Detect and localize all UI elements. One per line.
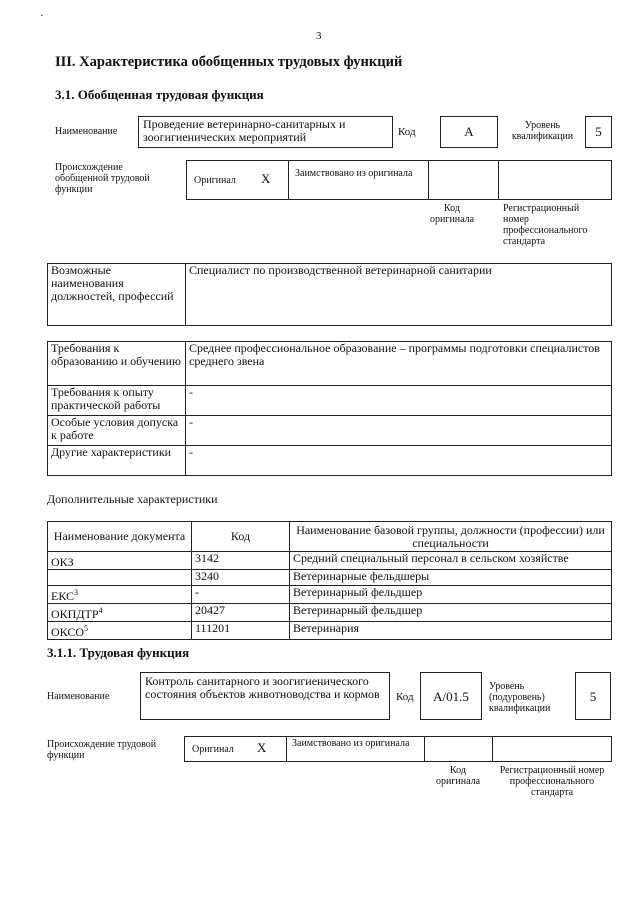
tf-reg-number-label: Регистрационный номер профессионального стандарта	[499, 765, 605, 798]
section-title: III. Характеристика обобщенных трудовых функций	[55, 54, 403, 70]
tf-level-label: Уровень (подуровень) квалификации	[489, 681, 551, 714]
req-access-label: Особые условия допуска к работе	[48, 416, 186, 446]
additional-header-name: Наименование базовой группы, должности (профессии) или специальности	[290, 522, 612, 552]
gtf-name-box	[138, 116, 393, 148]
req-experience-label: Требования к опыту практической работы	[48, 386, 186, 416]
doc-cell: ОКПДТР$^4$	[48, 604, 192, 622]
gtf-code-value: A	[464, 124, 474, 139]
gtf-code-label: Код	[398, 126, 416, 138]
req-education-value: Среднее профессиональное образование – программы подготовки специалистов среднего звена	[186, 342, 612, 386]
tf-name-label: Наименование	[47, 691, 110, 702]
req-other-label: Другие характеристики	[48, 446, 186, 476]
gtf-orig-code-label: Код оригинала	[430, 203, 475, 225]
code-cell: 3142	[192, 552, 290, 570]
gtf-code-box	[440, 116, 498, 148]
tf-level-value: 5	[589, 689, 597, 704]
page-number: 3	[316, 30, 322, 42]
stray-mark: ·	[40, 10, 44, 22]
tf-borrowed-label: Заимствовано из оригинала	[292, 738, 410, 749]
doc-cell: ЕКС$^3$	[48, 586, 192, 604]
additional-header-doc: Наименование документа	[48, 522, 192, 552]
tf-code-value: A/01.5	[433, 689, 469, 704]
tf-title: 3.1.1. Трудовая функция	[47, 645, 190, 660]
doc-cell: ОКЗ	[48, 552, 192, 570]
doc-cell	[48, 570, 192, 586]
gtf-origin-label: Происхождение обобщенной трудовой функции	[55, 162, 150, 195]
tf-code-label: Код	[396, 691, 414, 703]
gtf-original-label: Оригинал	[194, 175, 236, 186]
gtf-reg-number-label: Регистрационный номер профессионального стандарта	[503, 203, 588, 247]
gtf-level-value: 5	[595, 124, 602, 139]
tf-origin-label: Происхождение трудовой функции	[47, 739, 157, 761]
table-row	[48, 586, 612, 604]
tf-name-box	[140, 672, 390, 720]
table-row	[48, 552, 612, 570]
name-cell: Ветеринария	[290, 622, 612, 640]
positions-table	[47, 263, 612, 326]
gtf-level-label: Уровень квалификации	[511, 120, 574, 142]
gtf-original-mark: X	[261, 171, 271, 186]
gtf-level-box	[585, 116, 612, 148]
req-access-value: -	[186, 416, 612, 446]
gtf-borrowed-label: Заимствовано из оригинала	[295, 168, 413, 179]
name-cell: Ветеринарные фельдшеры	[290, 570, 612, 586]
additional-table	[47, 521, 612, 640]
tf-level-box	[575, 672, 611, 720]
code-cell: 20427	[192, 604, 290, 622]
positions-label: Возможные наименования должностей, профессий	[48, 264, 186, 326]
table-row	[48, 604, 612, 622]
tf-name-value: Контроль санитарного и зоогигиенического состояния объектов животноводства и кормов	[145, 674, 380, 701]
gtf-name-label: Наименование	[55, 126, 118, 137]
table-row	[48, 570, 612, 586]
code-cell: -	[192, 586, 290, 604]
additional-title: Дополнительные характеристики	[47, 492, 218, 506]
tf-orig-code-label: Код оригинала	[435, 765, 481, 787]
code-cell: 111201	[192, 622, 290, 640]
code-cell: 3240	[192, 570, 290, 586]
gtf-name-value: Проведение ветеринарно-санитарных и зоогигиенических мероприятий	[143, 117, 346, 144]
additional-header-code: Код	[192, 522, 290, 552]
table-row	[48, 622, 612, 640]
subsection-title: 3.1. Обобщенная трудовая функция	[55, 87, 264, 102]
tf-original-label: Оригинал	[192, 744, 234, 755]
doc-cell: ОКСО$^5$	[48, 622, 192, 640]
name-cell: Ветеринарный фельдшер	[290, 604, 612, 622]
req-other-value: -	[186, 446, 612, 476]
positions-value: Специалист по производственной ветеринарной санитарии	[186, 264, 612, 326]
requirements-table	[47, 341, 612, 476]
req-education-label: Требования к образованию и обучению	[48, 342, 186, 386]
req-experience-value: -	[186, 386, 612, 416]
tf-original-mark: X	[257, 740, 267, 755]
name-cell: Средний специальный персонал в сельском хозяйстве	[290, 552, 612, 570]
name-cell: Ветеринарный фельдшер	[290, 586, 612, 604]
tf-code-box	[420, 672, 482, 720]
